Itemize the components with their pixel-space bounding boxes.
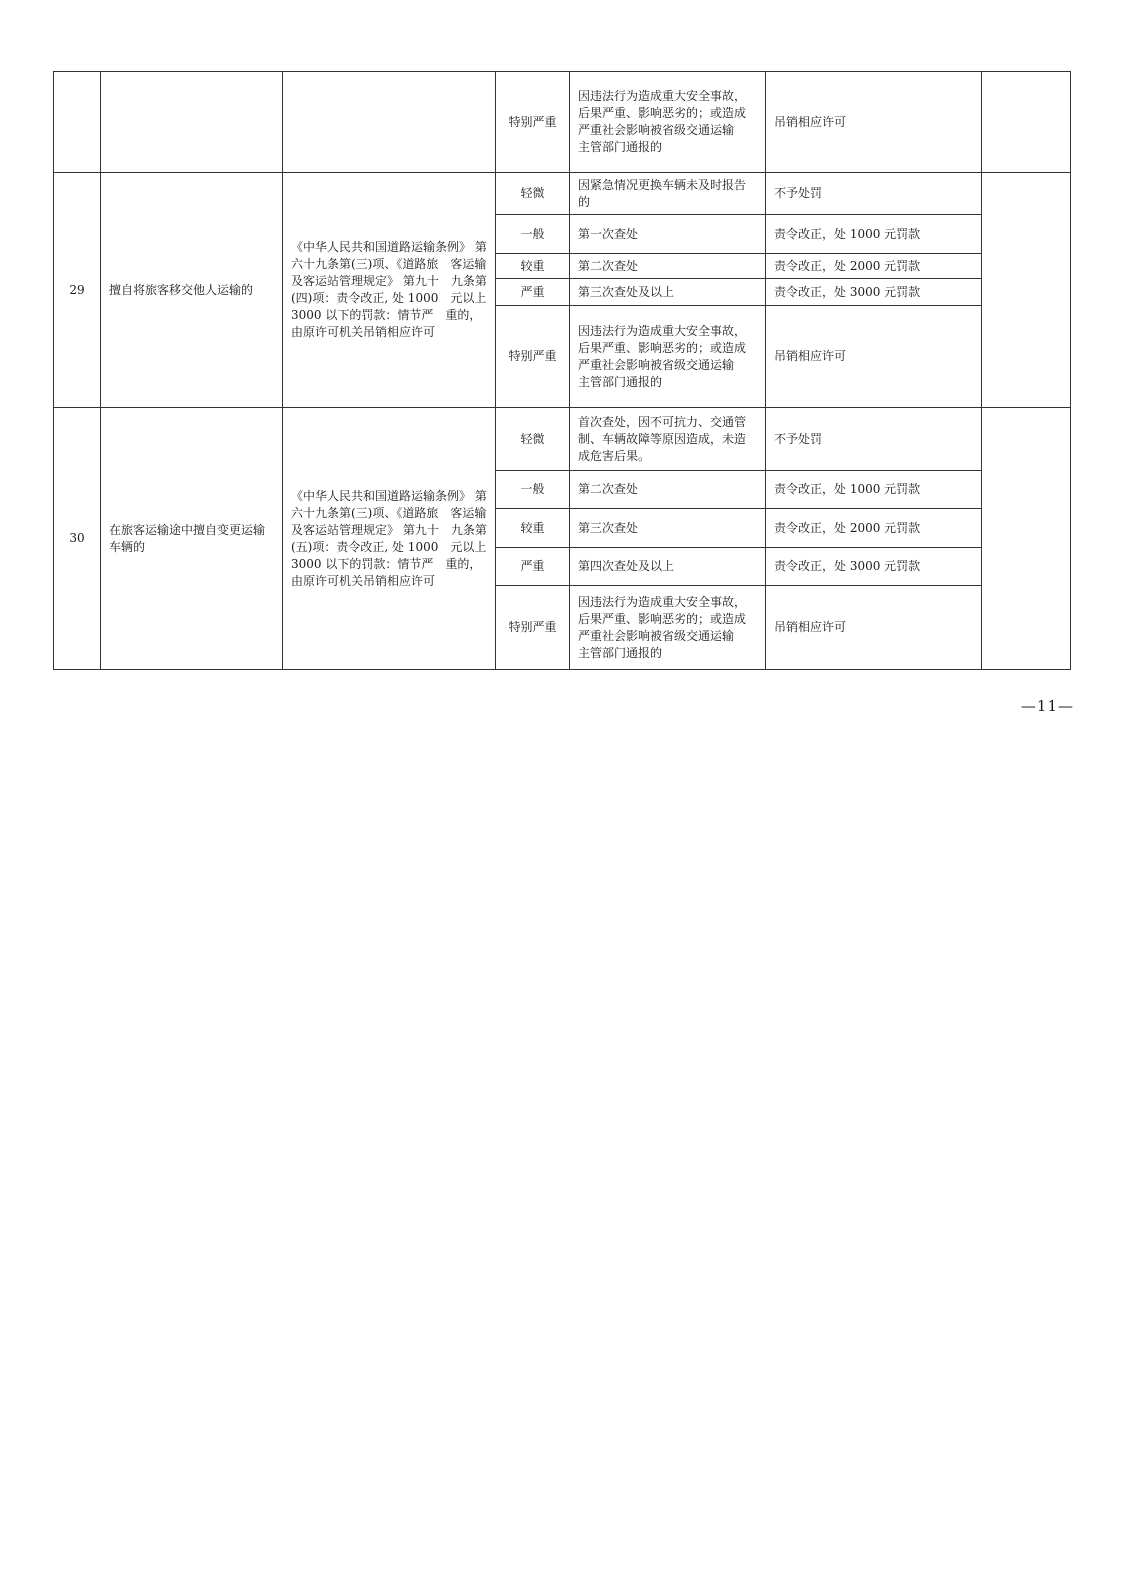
basis-cell: 《中华人民共和国道路运输条例》 第六十九条第(三)项、《道路旅 客运输及客运站管理规定》 第九十 九条第(五)项：责令改正, 处 1000 元以上 3000 以下的罚款：情节严 重的，由原许可机关吊销相应许可 bbox=[283, 408, 496, 670]
circumstance-line: 因违法行为造成重大安全事故， 后果严重、影响恶劣的；或造成 严重社会影响被省级交通运输 bbox=[578, 89, 759, 137]
penalty-cell: 不予处罚 bbox=[766, 408, 982, 471]
circumstance-line: 主管部门通报的 bbox=[578, 374, 663, 389]
circumstance-line: 第四次查处及以上 bbox=[578, 559, 675, 573]
circumstance-line: 第三次查处及以上 bbox=[578, 284, 675, 299]
table-row bbox=[54, 72, 1071, 173]
row-number: 29 bbox=[54, 173, 101, 408]
penalty-cell: 吊销相应许可 bbox=[766, 586, 982, 670]
penalty-cell: 责令改正，处 3000 元罚款 bbox=[766, 548, 982, 586]
table-row bbox=[54, 408, 1071, 471]
table-row bbox=[54, 173, 1071, 215]
penalty-cell: 责令改正，处 2000 元罚款 bbox=[766, 509, 982, 548]
circumstance-line: 首次查处，因不可抗力、交通管制、车辆故障等原因造成，未造成危害后果。 bbox=[578, 414, 747, 463]
circumstance-line: 第三次查处 bbox=[578, 520, 639, 535]
violation-cell bbox=[101, 72, 283, 173]
penalty-cell: 责令改正，处 1000 元罚款 bbox=[766, 471, 982, 509]
circumstance-cell bbox=[570, 408, 766, 471]
penalty-cell: 吊销相应许可 bbox=[766, 306, 982, 408]
circumstance-cell bbox=[570, 586, 766, 670]
level-cell: 轻微 bbox=[496, 173, 570, 215]
row-number bbox=[54, 72, 101, 173]
circumstance-cell bbox=[570, 254, 766, 279]
remarks-cell bbox=[982, 173, 1071, 408]
basis-cell: 《中华人民共和国道路运输条例》 第六十九条第(三)项、《道路旅 客运输及客运站管理规定》 第九十 九条第(四)项：责令改正, 处 1000 元以上 3000 以下的罚款：情节严 重的，由原许可机关吊销相应许可 bbox=[283, 173, 496, 408]
circumstance-line: 主管部门通报的 bbox=[578, 140, 663, 154]
circumstance-line: 因违法行为造成重大安全事故， 后果严重、影响恶劣的；或造成 严重社会影响被省级交通运输 主管部门通报的 bbox=[578, 594, 759, 660]
circumstance-cell bbox=[570, 72, 766, 173]
basis-cell bbox=[283, 72, 496, 173]
penalty-cell: 责令改正，处 3000 元罚款 bbox=[766, 279, 982, 306]
circumstance-cell bbox=[570, 548, 766, 586]
circumstance-line: 第二次查处 bbox=[578, 482, 639, 496]
level-cell: 特别严重 bbox=[496, 306, 570, 408]
penalty-cell: 责令改正，处 2000 元罚款 bbox=[766, 254, 982, 279]
level-cell: 严重 bbox=[496, 279, 570, 306]
circumstance-cell bbox=[570, 509, 766, 548]
remarks-cell bbox=[982, 72, 1071, 173]
page-number: —11— bbox=[1020, 697, 1074, 715]
circumstance-line: 第二次查处 bbox=[578, 258, 639, 273]
remarks-cell bbox=[982, 408, 1071, 670]
violation-cell: 在旅客运输途中擅自变更运输车辆的 bbox=[101, 408, 283, 670]
circumstance-cell bbox=[570, 173, 766, 215]
penalty-cell: 不予处罚 bbox=[766, 173, 982, 215]
level-cell: 特别严重 bbox=[496, 586, 570, 670]
penalty-table bbox=[53, 71, 1071, 670]
row-number: 30 bbox=[54, 408, 101, 670]
level-cell: 一般 bbox=[496, 471, 570, 509]
circumstance-cell bbox=[570, 306, 766, 408]
level-cell: 严重 bbox=[496, 548, 570, 586]
circumstance-line: 第一次查处 bbox=[578, 226, 639, 241]
penalty-table-sheet bbox=[53, 71, 1070, 670]
level-cell: 较重 bbox=[496, 254, 570, 279]
penalty-cell: 吊销相应许可 bbox=[766, 72, 982, 173]
circumstance-cell bbox=[570, 471, 766, 509]
circumstance-line: 因违法行为造成重大安全事故， 后果严重、影响恶劣的；或造成 严重社会影响被省级交通运输 bbox=[578, 323, 759, 372]
level-cell: 轻微 bbox=[496, 408, 570, 471]
circumstance-cell bbox=[570, 279, 766, 306]
penalty-cell: 责令改正，处 1000 元罚款 bbox=[766, 215, 982, 254]
level-cell: 较重 bbox=[496, 509, 570, 548]
level-cell: 特别严重 bbox=[496, 72, 570, 173]
violation-cell: 擅自将旅客移交他人运输的 bbox=[101, 173, 283, 408]
circumstance-line: 因紧急情况更换车辆未及时报告 的 bbox=[578, 177, 747, 209]
circumstance-cell bbox=[570, 215, 766, 254]
level-cell: 一般 bbox=[496, 215, 570, 254]
